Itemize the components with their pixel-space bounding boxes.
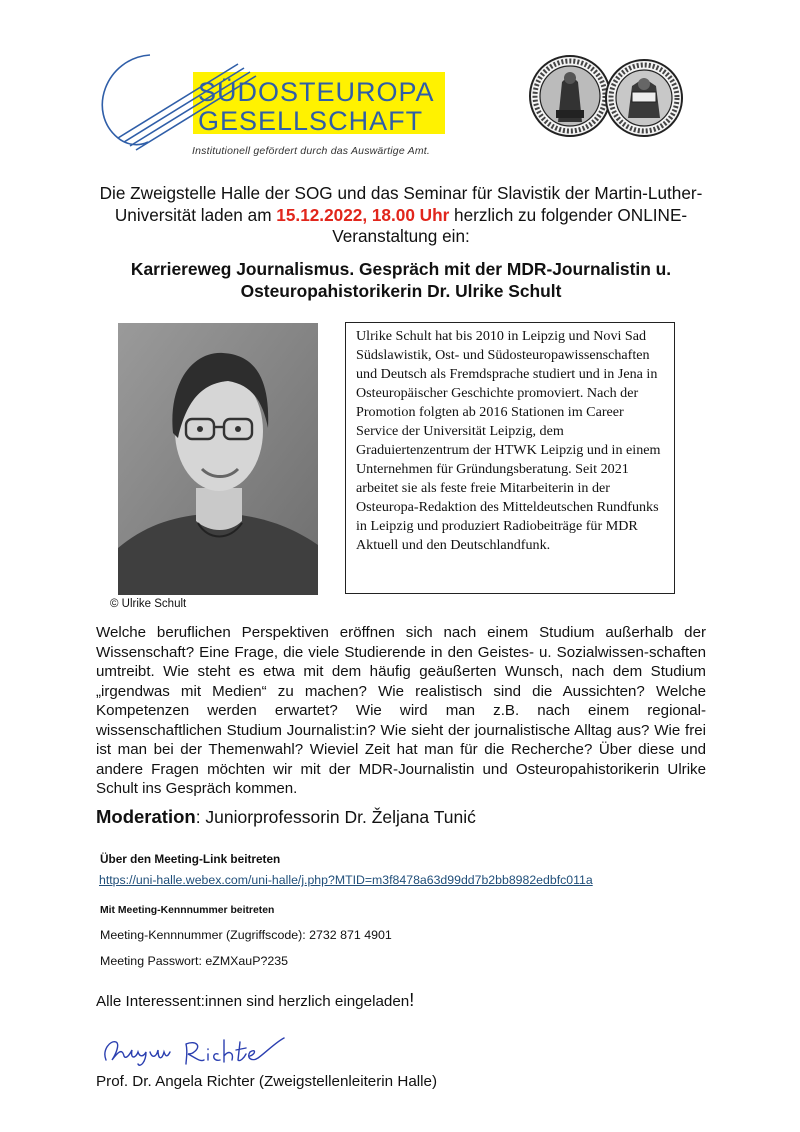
meeting-link-heading: Über den Meeting-Link beitreten — [100, 852, 281, 866]
seal-right — [606, 60, 682, 136]
body-paragraph: Welche beruflichen Perspektiven eröffnen sich nach einem Studium außerhalb der Wissenschaft? Eine Frage, die viele Studierende in den Geistes- u. Sozialwissen-schaften umtreibt. Wie steht es etwa mit dem häufig geäußerten Wunsch, nach dem Studium „irgendwas mit Medien“ zu machen? Wie realistisch sind die Aussichten? Welche Kompetenzen werden erwartet? Wie wird man z.B. nach einem regional-wissenschaftlichen Studium Journalist:in? Wie sieht der journalistische Alltag aus? Wie frei ist man bei der Themenwahl? Wieviel Zeit hat man für die Recherche? Über diese und andere Fragen möchten wir mit der MDR-Journalistin und Osteuropahistorikerin Ulrike Schult ins Gespräch kommen. — [96, 624, 706, 797]
invitation-mark: ! — [409, 990, 415, 1010]
handwritten-signature — [100, 1030, 290, 1072]
moderation-label: Moderation — [96, 806, 196, 827]
meeting-password: Meeting Passwort: eZMXauP?235 — [100, 954, 289, 968]
moderation-value: : Juniorprofessorin Dr. Željana Tunić — [195, 807, 476, 827]
invitation-text: Alle Interessent:innen sind herzlich eingeladen — [96, 993, 410, 1010]
logo-line-2: GESELLSCHAFT — [198, 106, 424, 136]
intro-before: Die Zweigstelle Halle der SOG und das Seminar für Slavistik der Martin-Luther-Universität laden am — [99, 183, 703, 225]
portrait-photo — [118, 323, 318, 595]
bio-box: Ulrike Schult hat bis 2010 in Leipzig und Novi Sad Südslawistik, Ost- und Südosteuropawissenschaften und Deutsch als Fremdsprache studiert und in Jena in Osteuropäischer Geschichte promoviert. Nach der Promotion folgten ab 2016 Stationen im Career Service der Universität Leipzig, dem Graduiertenzentrum der HTWK Leipzig und in einem Unternehmen für Gründungsberatung. Seit 2021 arbeitet sie als feste freie Mitarbeiterin in der Osteuropa-Redaktion des Mitteldeutschen Rundfunks in Leipzig und produziert Radiobeiträge für MDR Aktuell und den Deutschlandfunk. — [345, 322, 675, 594]
signer-name: Prof. Dr. Angela Richter (Zweigstellenleiterin Halle) — [96, 1073, 438, 1090]
meeting-link[interactable]: https://uni-halle.webex.com/uni-halle/j.php?MTID=m3f8478a63d99dd7b2bb8982edbfc011a — [99, 873, 593, 887]
university-seals — [528, 52, 688, 144]
event-datetime: 15.12.2022, 18.00 Uhr — [276, 204, 450, 225]
sog-logo — [88, 50, 458, 160]
photo-credit: © Ulrike Schult — [110, 598, 187, 610]
moderation-line — [96, 806, 476, 828]
meeting-number-heading: Mit Meeting-Kennnummer beitreten — [100, 905, 275, 916]
intro-text — [96, 183, 706, 248]
meeting-number: Meeting-Kennnummer (Zugriffscode): 2732 871 4901 — [100, 928, 392, 942]
seal-left — [530, 56, 610, 136]
logo-line-1: SÜDOSTEUROPA — [198, 77, 435, 107]
event-title: Karriereweg Journalismus. Gespräch mit der MDR-Journalistin u. Osteuropahistorikerin Dr. Ulrike Schult — [130, 259, 672, 301]
invitation-line — [96, 990, 414, 1011]
tagline: Institutionell gefördert durch das Auswärtige Amt. — [192, 145, 431, 157]
intro-after: herzlich zu folgender ONLINE-Veranstaltung ein: — [332, 204, 688, 246]
